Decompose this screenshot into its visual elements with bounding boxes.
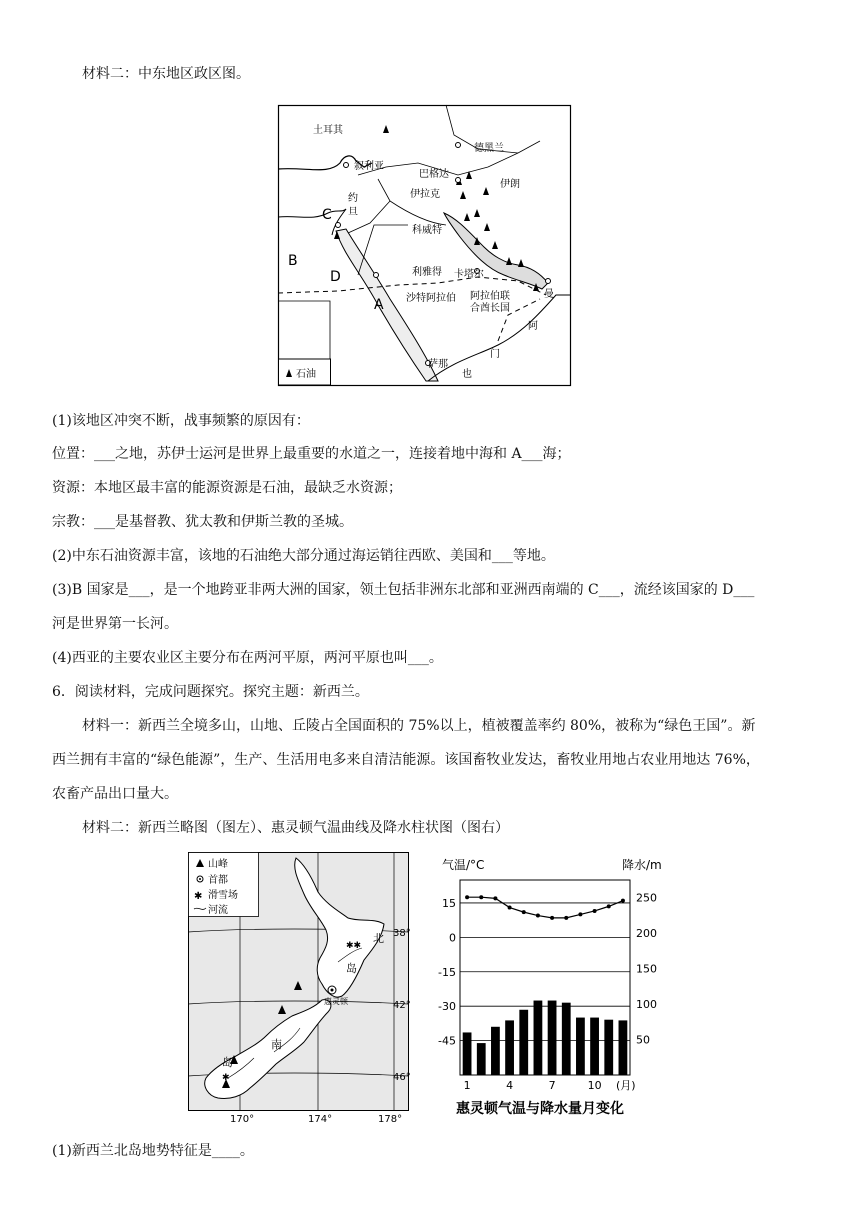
chart-left-tick: 15 <box>442 896 456 910</box>
nz-material1-line3: 农畜产品出口量大。 <box>52 786 178 802</box>
temperature-point <box>479 895 483 899</box>
q1-religion: 宗教：___是基督教、犹太教和伊斯兰教的圣城。 <box>52 514 353 530</box>
nz-north-2: 岛 <box>346 962 357 975</box>
map-label-jordan-2: 旦 <box>348 207 358 218</box>
legend-capital: 首都 <box>208 875 228 886</box>
map-label-yemen-men: 门 <box>490 349 500 360</box>
lat-46: 46° <box>393 1072 411 1083</box>
lon-174: 174° <box>308 1114 333 1125</box>
map-label-iran: 伊朗 <box>500 179 520 190</box>
precipitation-bar <box>463 1032 472 1075</box>
precipitation-bar <box>505 1020 514 1075</box>
q2: (2)中东石油资源丰富，该地的石油绝大部分通过海运销往西欧、美国和___等地。 <box>52 548 555 564</box>
chart-left-tick: -30 <box>438 1000 456 1014</box>
temperature-point <box>536 914 540 918</box>
temperature-point <box>621 899 625 903</box>
map-label-yemen-a: 阿 <box>528 321 538 332</box>
map-label-c: C <box>322 207 332 223</box>
chart-right-tick: 50 <box>636 1033 650 1047</box>
nz-capital-label: 惠灵顿 <box>324 997 348 1006</box>
chart-right-tick: 150 <box>636 962 657 976</box>
precipitation-bar <box>548 1001 557 1075</box>
precipitation-bar <box>576 1018 585 1075</box>
q1-intro: (1)该地区冲突不断，战事频繁的原因有： <box>52 413 310 429</box>
nz-material1-line2: 西兰拥有丰富的“绿色能源”，生产、生活用电多来自清洁能源。该国畜牧业发达，畜牧业用地占农业用地达 76%， <box>52 752 760 768</box>
map-label-syria: 叙利亚 <box>354 161 384 172</box>
map-label-kuwait: 科威特 <box>412 225 442 236</box>
chart-right-tick: 200 <box>636 927 657 941</box>
chart-right-tick: 100 <box>636 998 657 1012</box>
nz-south-1: 南 <box>271 1038 282 1051</box>
legend-oil: 石油 <box>296 369 316 380</box>
map-label-b: B <box>288 253 298 269</box>
temperature-point <box>578 912 582 916</box>
svg-text:✱: ✱ <box>194 891 203 902</box>
precipitation-bar <box>491 1027 500 1075</box>
q3-line2: 河是世界第一长河。 <box>52 616 178 632</box>
map-label-baghdad: 巴格达 <box>419 169 449 180</box>
ski-icon: ✱✱ <box>346 941 362 951</box>
chart-x-tick: 7 <box>548 1079 556 1092</box>
map-label-tehran: 德黑兰 <box>474 143 504 154</box>
chart-x-tick: 4 <box>506 1079 514 1092</box>
chart-x-tick: (月) <box>616 1079 636 1092</box>
lon-170: 170° <box>230 1114 255 1125</box>
new-zealand-map <box>188 852 411 1124</box>
legend-river: 河流 <box>208 905 228 916</box>
lat-38: 38° <box>393 928 411 939</box>
chart-left-axis-label: 气温/°C <box>442 858 485 872</box>
nz-material2: 材料二：新西兰略图（图左）、惠灵顿气温曲线及降水柱状图（图右） <box>82 820 509 836</box>
temperature-point <box>508 906 512 910</box>
map-label-d: D <box>330 269 341 285</box>
map-label-uae-1: 阿拉伯联 <box>470 291 510 302</box>
map-label-qatar: 卡塔尔 <box>454 269 484 280</box>
precipitation-bar <box>619 1020 628 1075</box>
chart-right-axis-label: 降水/m <box>622 858 662 872</box>
map-label-saudi: 沙特阿拉伯 <box>406 293 456 304</box>
lat-42: 42° <box>393 1000 411 1011</box>
chart-left-tick: -45 <box>438 1034 456 1048</box>
svg-text:✱: ✱ <box>222 1073 230 1083</box>
map-label-oman: 曼 <box>544 289 554 300</box>
q1-resource: 资源：本地区最丰富的能源资源是石油，最缺乏水资源； <box>52 480 402 496</box>
map-label-uae-2: 合酋长国 <box>470 303 510 314</box>
chart-x-tick: 1 <box>463 1079 471 1092</box>
nz-north-1: 北 <box>373 932 384 945</box>
temperature-point <box>522 910 526 914</box>
chart-left-tick: -15 <box>438 965 456 979</box>
precipitation-bar <box>604 1020 613 1075</box>
map-label-yemen-ye: 也 <box>462 369 472 380</box>
chart-title: 惠灵顿气温与降水量月变化 <box>456 1101 624 1117</box>
middle-east-map <box>278 105 571 386</box>
precipitation-bar <box>519 1010 528 1075</box>
nz-q1: (1)新西兰北岛地势特征是____。 <box>52 1143 254 1159</box>
material2-heading: 材料二：中东地区政区图。 <box>82 66 250 82</box>
map-label-iraq: 伊拉克 <box>410 189 440 200</box>
q3-line1: (3)B 国家是___，是一个地跨亚非两大洲的国家，领土包括非洲东北部和亚洲西南端的 C___，流经该国家的 D___ <box>52 582 755 598</box>
nz-south-2: 岛 <box>222 1056 233 1069</box>
lon-178: 178° <box>378 1114 403 1125</box>
temperature-point <box>550 916 554 920</box>
temperature-point <box>607 904 611 908</box>
q1-location: 位置：___之地，苏伊士运河是世界上最重要的水道之一，连接着地中海和 A___海； <box>52 446 571 462</box>
nz-material1-line1: 材料一：新西兰全境多山，山地、丘陵占全国面积的 75%以上，植被覆盖率约 80%，被称为“绿色王国”。新 <box>82 718 756 734</box>
chart-right-tick: 250 <box>636 891 657 905</box>
map-label-a: A <box>374 297 384 313</box>
precipitation-bar <box>534 1001 543 1075</box>
q4: (4)西亚的主要农业区主要分布在两河平原，两河平原也叫___。 <box>52 650 443 666</box>
precipitation-bar <box>562 1003 571 1075</box>
map-label-sanaa: 萨那 <box>428 359 448 370</box>
wellington-climate-chart <box>440 855 680 1120</box>
temperature-point <box>593 909 597 913</box>
legend-ski: 滑雪场 <box>208 890 238 901</box>
chart-left-tick: 0 <box>449 931 456 945</box>
map-label-jordan-1: 约 <box>348 193 358 204</box>
precipitation-bar <box>477 1043 486 1075</box>
chart-x-tick: 10 <box>587 1079 602 1092</box>
legend-peak: 山峰 <box>208 859 228 870</box>
map-label-turkey: 土耳其 <box>313 125 343 136</box>
temperature-point <box>564 916 568 920</box>
map-label-riyadh: 利雅得 <box>412 267 442 278</box>
precipitation-bar <box>590 1018 599 1075</box>
q6-title: 6．阅读材料，完成问题探究。探究主题：新西兰。 <box>52 684 369 700</box>
temperature-point <box>493 896 497 900</box>
temperature-point <box>465 895 469 899</box>
